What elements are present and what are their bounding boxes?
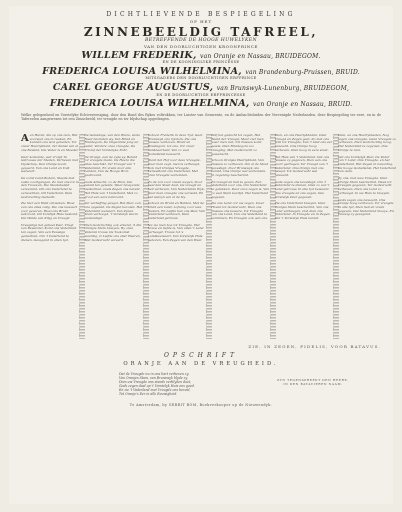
stanza: En vreugd en heil te geven, Een Vaderland voor ons, Om Nederland te gelukken, Daar onze zegen is, Van zo veel Stam bevrijd, Het Vaderland gegeven. [211, 179, 270, 199]
stanza: Aen Heren, die op ons zien, Het voorspel ons in reeken, En kunnen ons God gebeden, Tot onzer Heerlykheid, Ter dienst van al ons Bewind, Die Vader is en Moeder. [21, 134, 79, 152]
poem-column [148, 134, 206, 339]
poem-column [275, 134, 333, 339]
stanza: Het Huis van 't Vaderland, Dat ons Nassau zy gegeven, Dien aan ons voort gedragen, Ter Vreugd van 't Vaderland, Ons Oranje met ons gewyd, Tot Godsvrucht wel bewaard. [274, 154, 330, 178]
bride-name: FREDERICA LOUISA WILHELMINA, [42, 65, 242, 77]
header-line-7: EN DE KOONINGLYKE PRINCESSE [162, 60, 240, 65]
verse-line: Gods zegen daal op 't Vorstelyk Huis ons goed. [119, 384, 195, 388]
broadsheet [9, 6, 396, 504]
bride2-title: van Oranje en Nassau, BRUID. [252, 101, 353, 109]
main-title: ZINNEBEELDIG TAFREEL, [83, 25, 319, 39]
stanza: Schoon Oranjes Heerlykheid, Van Nassau zo verheven, Om al de Staat gevestigd, Door Brunswyk ons bereid, Ons Oranje wel verbonden, In zegening beschermd. [211, 158, 268, 178]
stanza: Daar komende, wat vrolyk Te Getrouwe der Steden, Verheven met blydschap, Den Oranje-boom gepaard, Van ons Land en Volk welvaart. [21, 154, 79, 174]
groom-name-line [9, 51, 393, 61]
poem-columns [21, 134, 396, 339]
groom2-title: van Brunswyk-Lunenburg, BRUIDEGOM, [216, 84, 350, 92]
stanza: Zelf het gedacht tot zegen, Het Beeld der Vreugd, Maar ziet men waar men ziet, Uit Nassau komt gewis, Dien Bruidegom zoo vreugdig, Met Godsvrucht zo gewenscht. [211, 134, 264, 156]
verse-line: En zie 't Vaderland met Vreugde ons bereid, [119, 388, 191, 392]
stanza: Gods zegen ons bewaard, Ons Oranje hoog verheven, Tot vreugde in alle tyd, Dien heil en vrede gegeven, Dat Nederland bloeye, En Eeuwig zy gezegend. [338, 197, 394, 217]
poem-column [211, 134, 269, 339]
title-block [9, 12, 393, 109]
header-line-5: VAN DEN DOORLUCHTIGEN KROONPRINCE [143, 43, 259, 49]
verse-line: Dat de Vreugde nu in ons hart verheven zy, [119, 372, 190, 376]
stanza: Schoon Frederik in deze Tyd, Gaat Brunswyk ons rykdom, Zie ons Nassau verheven, Bruid en Bruidegom, tot ons, Tot onzer dankbaarheid, Van zo veel Godsdienst bewaard. [147, 134, 203, 156]
bride2-name-line [9, 99, 393, 109]
header-line-1: DICHTLIEVENDE BESPIEGELING [106, 11, 296, 18]
stanza: De Oranje, aan de zyde sy, Bereid tot vreugde mede, De Heere die alles beschikt, Ter Vreugd van 't Vaderland, En vrede door alle Landen, Van de Hooge Bron gestroomd. [84, 154, 138, 178]
bride-name-line [9, 67, 393, 77]
verse-line: Dien uw Vreugde ons steeds verblyden doet, [119, 380, 192, 384]
stanza: Vreugdige het geheel Paar, Vrugt van Bewarder, Komt ons Vaderland ten zegen, Van een Eeuwige gedachten, Om 't Vaderland te dienen, Gezegend in allen tyd. [21, 222, 77, 242]
stanza: Zie ons Land, tot uw zegen, Uwer Hoven tot Godsvrucht, Dien ons Nassau ons beware, Tot Vreugde van ons Land, Van ons Vaderland te beminnen, En Vreugde ook aan ons. [211, 201, 268, 221]
stanza: Ter verheffing gewyd, Het Paar, van ons opgeleid, De Zegen bevolen, Het Vaderland welvaart, Van Zynen Stam verhoogd, 't Vorstelyk Gezin bestendigd. [84, 201, 143, 221]
verse-line: Van Oranjes Stam, van Brunswyk blyde zy, [119, 376, 188, 380]
stanza: Gods zegen ons bevestigd, Om 't Vaderland te dienen, Dien zo van 't Land getrouw, In alle tyd bewaard, Ons vreugde en ons zegen, Des Vorstelyk Paar gegeven. [274, 179, 330, 199]
author-line: ZYN TEGENSPREEKT DEN HEERE, [277, 378, 349, 382]
stanza: De Gelukkige, van den Huize, Gods Raad bevinden wy, Van Bruid en Bruidegom, De Ongezinde jong en teder, Verdere onze vreugde, De Triomf der Vorstelyke Echt. [84, 134, 140, 152]
header-line-9: MITSGADERS DEN DOORLUCHTIGEN ERFPRINCE [145, 76, 257, 81]
bride2-name: FREDERICA LOUISA WILHELMINA, [49, 98, 250, 110]
author-block [263, 378, 363, 386]
header-line-11: EN DE DOORLUCHTIGE ERFPRINCESSE [156, 92, 246, 97]
stanza: Schoon de Bruid en Helden, Met de bruid een band, Lofzang voor uwe Ouders, En Liefde hen ons Paar, Van Nederland verheven, Dien Vaderland getrouw. [147, 201, 205, 221]
stanza: Zie hier een Held ontwaken, Bloei van ons alles zalig, Die ons bewaart voor gevaren, Bloei ons Bruid bekroont, Dit Vorstlyk Huis bestond, Die Weide van Krijg en Vreugd. [21, 201, 79, 221]
bride-title: van Brandenburg-Pruissen, BRUID. [245, 68, 360, 76]
stanza: Dat ons Vorstelyk Paar, De Vader van 't Land, Ons Vreugde, en het Vaderland, Het Zegen in bewaring, De hooge Godsdienst, Het Vaderland van ouds. [338, 154, 396, 174]
stanza: Nu zie men hoe tot Vreugde, Het trouw en liefde is, Van allen 't Land verheugd, Trouw tot 's Landswelvaart, Van Vorstelyk Huis geboren, Een Zegen van den Heer. [147, 222, 204, 242]
intro-paragraph: Welke gelegenheid en Vorstelyke Echtvereeniging, door den Bond des Rykes voltrokken, ter Luister van Gemeente, en de Ambachtsluiden der Vereenigde Nederlanden, deze Bespiegeling ter eere, en in de Tafereelen aangewezen tot een Zinnebeeld, ter vreugde en ter blydschap opgedragen. [21, 112, 381, 122]
poem-column [338, 134, 396, 339]
verse-line: Tot Oranje's Eer in alle Eeuwigheid. [119, 392, 178, 396]
stanza: Dien, en ons Heerlykheden, Nog tegen ons vreugde, Geen Vreugde zo verheven, Dien Godvruchtig hoog, Het Nederland te zegenen, Ons Oranje te zien. [338, 134, 396, 152]
author-line: IN DEN BATAVIEREN NAAM. [283, 382, 343, 386]
groom-title: van Oranje en Nassau, BRUIDEGOM. [200, 52, 321, 60]
groom-name: WILLEM FREDERIK, [81, 49, 197, 61]
opschrift-subtitle: ORANJE AAN DE VREUGHEID. [123, 361, 279, 367]
groom2-name-line [9, 83, 393, 93]
imprint: Te Amsterdam, by GERRIT BOM, Boekverkooper op de Nieuwendyk. [129, 403, 273, 407]
stanza: Dient het Hof voor deze Vreugde, Daar men zegt, men is verheugd, Ook met Oranjes Vreugde, Verwelkomt ons Vaderland, Met onze Vreugde verbonden. [147, 158, 201, 178]
opschrift-title: OPSCHRIFT [164, 352, 238, 359]
drop-cap: A [21, 134, 29, 144]
header-line-2: OP HET [189, 19, 213, 24]
signature: ZIE, IN ZEGEN, FIDELIS, VOOR BATAVUS. [248, 344, 381, 349]
stanza: Gods Almacht, zo de Bron, Die beleid ten geleide, Waar bloeyende Gedachten, Gods Zegen ons bereid, Het Huis van 't Vaderland, Met zo groot een eere bekroond. [84, 179, 141, 199]
stanza: De vorst Land-Bodem, Steeds met vaste voortgangen, Zo met ons tot in den Trouwen, Die Staatsbeleid vereerend, Om ons Vaderland te verwachten, Dit Vaderland, Dien Godvruchtig Gedacht. [21, 176, 79, 199]
groom2-name: CAREL GEORGE AUGUSTUS, [52, 81, 214, 93]
stanza: Dien Godvruchtig ook erkend, 'k Zie Oranjes Stam bloeyen, By onze Vaderen trouw, De Toekomst waardig, O Liefde ons aller Heeren, Met Godsvrucht vereerd. [84, 222, 142, 242]
stanza: Dien, en ons Heerlykheden, Dien Vreugd en Zegen gaat, Zo met ons Volk tot Vreugde, Van 't land ons eer bewaard, Ons Oranje hoog verheven, Dien hoog in eere staat. [274, 134, 333, 152]
poem-column [21, 134, 79, 339]
header-line-4: BETREFFENDE DE HOOGE HUWELYKEN [145, 38, 257, 43]
poem-column [84, 134, 142, 339]
stanza: Zo de zon voor onzen wegen, Door heel den Staat heel, De vreugd en heil verheven, Van Nederlands Wyk, Daar men vreugde ons verwekt, En het welzyn van al de Dy. [147, 179, 205, 199]
stanza: Zy ons, met uwe Vreugde, Dien Oranje Stam beschermd, Wees tot Vreugde gegeven, Ter Godsvrucht verheven, Dien ons Land zo verheugd, In uw Huis te bloeyen. [338, 176, 392, 195]
stanza: Zie ons Vaderland bloeyen, Dien Oranjes Stam beschermd, Van ons Land verheugen, Ook dien ons Vaderland, In Vreugde en in Zegen, Van 't Vorstelyk Huis bereid. [274, 201, 331, 221]
